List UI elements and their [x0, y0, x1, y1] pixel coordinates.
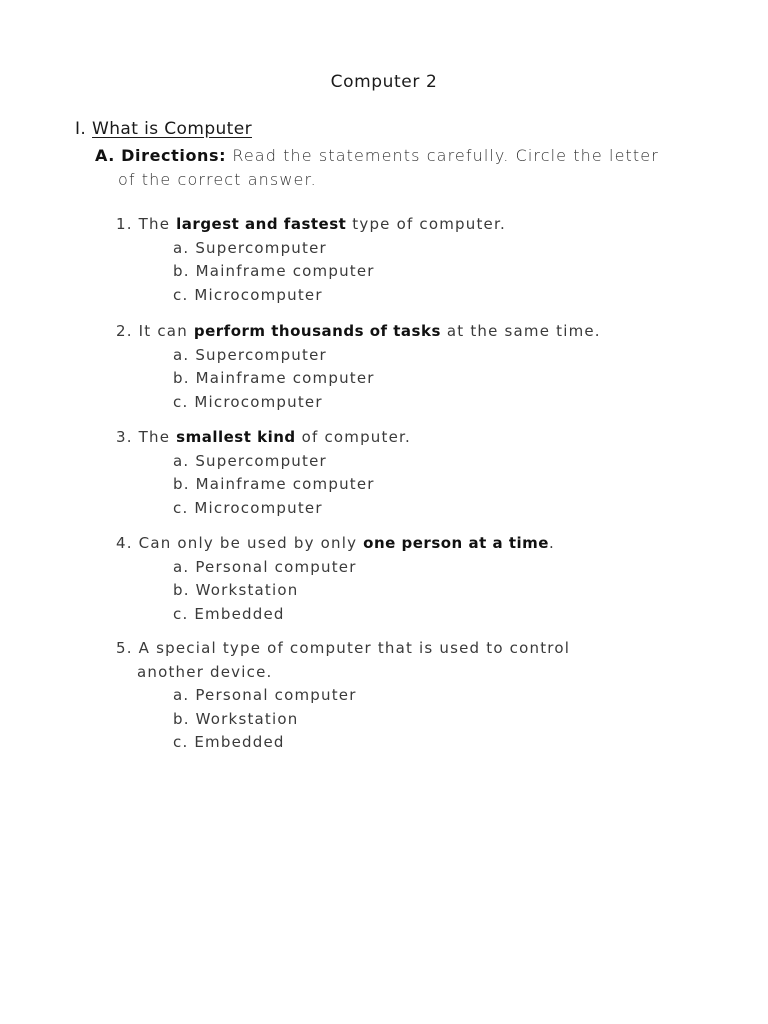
answer-option-b[interactable]: b. Workstation [173, 709, 299, 728]
question-prefix: 3. The [116, 428, 177, 446]
section-number: I. [75, 119, 87, 139]
answer-option-b[interactable]: b. Mainframe computer [173, 262, 375, 280]
question-text [116, 426, 411, 450]
directions-text-line1: Read the statements carefully. Circle the letter [232, 146, 659, 165]
question-suffix: . [548, 534, 555, 552]
question-1 [116, 213, 506, 307]
question-emphasis: perform thousands of tasks [193, 322, 441, 340]
answer-option-a[interactable]: a. Personal computer [173, 686, 357, 704]
directions [95, 144, 695, 192]
question-3 [116, 426, 411, 520]
question-emphasis: largest and fastest [176, 215, 347, 233]
directions-label: A. Directions: [95, 146, 227, 165]
answer-option-b[interactable]: b. Workstation [173, 581, 299, 599]
question-prefix: 2. It can [116, 322, 194, 340]
answer-option-a[interactable]: a. Supercomputer [173, 345, 327, 364]
question-4 [116, 532, 555, 626]
answer-option-c[interactable]: c. Embedded [173, 604, 285, 623]
section-title: What is Computer [92, 119, 252, 139]
answer-option-b[interactable]: b. Mainframe computer [173, 475, 375, 493]
answer-option-a[interactable]: a. Supercomputer [173, 238, 327, 257]
question-suffix: of computer. [295, 428, 411, 446]
answer-option-c[interactable]: c. Microcomputer [173, 498, 323, 517]
section-heading [75, 119, 252, 139]
page-title: Computer 2 [330, 72, 438, 92]
question-prefix: 5. A special type of computer that is used to control [116, 639, 571, 657]
question-text [116, 532, 555, 556]
answer-option-b[interactable]: b. Mainframe computer [173, 369, 375, 387]
question-continuation: another device. [137, 662, 273, 681]
question-2 [116, 320, 601, 414]
answer-option-c[interactable]: c. Embedded [173, 733, 285, 751]
answer-option-a[interactable]: a. Supercomputer [173, 451, 327, 470]
question-text [116, 320, 601, 344]
answer-option-a[interactable]: a. Personal computer [173, 557, 357, 576]
question-suffix: type of computer. [346, 215, 506, 233]
answer-option-c[interactable]: c. Microcomputer [173, 392, 323, 411]
question-suffix: at the same time. [440, 322, 601, 340]
question-text [116, 637, 570, 661]
answer-option-c[interactable]: c. Microcomputer [173, 285, 323, 304]
question-text [116, 213, 506, 237]
question-prefix: 4. Can only be used by only [116, 534, 364, 552]
directions-text-line2: of the correct answer. [118, 170, 317, 189]
question-5 [116, 637, 570, 755]
question-prefix: 1. The [116, 215, 177, 233]
question-emphasis: one person at a time [363, 534, 549, 552]
question-emphasis: smallest kind [176, 428, 296, 446]
